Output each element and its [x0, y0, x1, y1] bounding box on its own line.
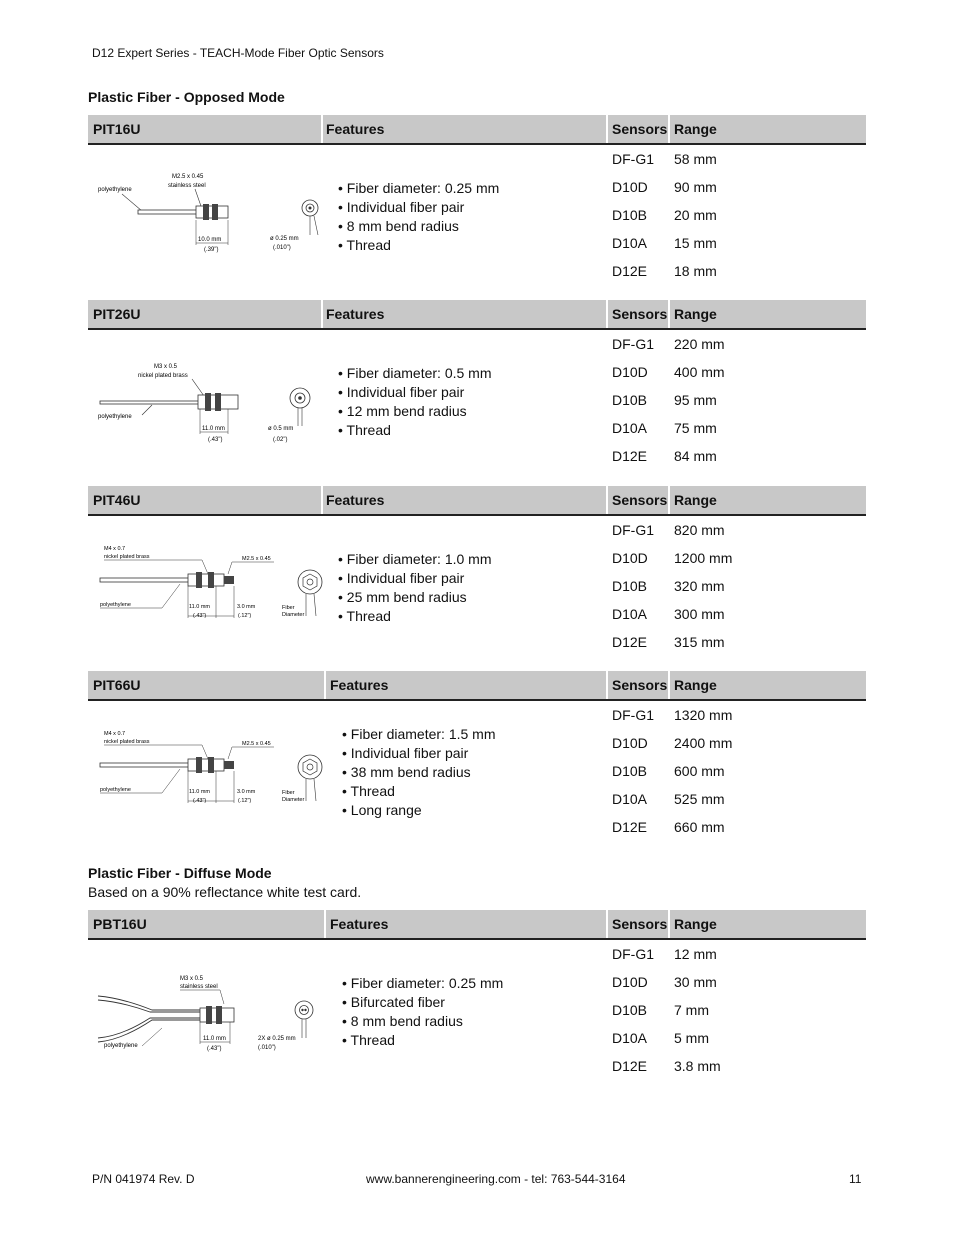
sensors-heading: Sensors	[612, 916, 668, 932]
sensor-range: 1200 mm	[674, 550, 733, 566]
sensor-range: 2400 mm	[674, 735, 733, 751]
feature-item: • Thread	[338, 421, 492, 440]
fiber-diagram-pit16u	[92, 163, 324, 263]
sensors-heading: Sensors	[612, 306, 668, 322]
feature-item: • Individual fiber pair	[342, 744, 496, 763]
feature-item: • Fiber diameter: 0.25 mm	[342, 974, 503, 993]
range-heading: Range	[674, 492, 717, 508]
sensor-range: 5 mm	[674, 1030, 709, 1046]
thread-label: M3 x 0.5	[180, 976, 204, 982]
sensor-range: 30 mm	[674, 974, 717, 990]
sensor-range: 84 mm	[674, 448, 717, 464]
features-list	[342, 974, 503, 1050]
page-number: 11	[849, 1172, 862, 1186]
diameter-mm-label: ø 0.5 mm	[268, 426, 294, 432]
features-heading: Features	[326, 492, 385, 508]
column-divider	[668, 115, 670, 143]
thread-label: M4 x 0.7	[104, 731, 126, 737]
tip-in-label: (.12")	[238, 798, 252, 804]
features-list	[342, 725, 496, 820]
product-table-pbt16u	[88, 910, 866, 1090]
sensor-name: D10A	[612, 606, 648, 622]
sensor-row	[612, 735, 852, 763]
section-title-opposed: Plastic Fiber - Opposed Mode	[88, 89, 285, 105]
feature-item: • Fiber diameter: 1.5 mm	[342, 725, 496, 744]
sensor-row	[612, 448, 852, 476]
column-divider	[606, 671, 608, 699]
sensor-range: 600 mm	[674, 763, 725, 779]
sensor-row	[612, 974, 852, 1002]
fiber-label: Fiber	[282, 605, 295, 611]
section-title-diffuse: Plastic Fiber - Diffuse Mode	[88, 865, 272, 881]
feature-item: • Individual fiber pair	[338, 383, 492, 402]
model-name: PIT16U	[93, 121, 141, 137]
sensor-range: 400 mm	[674, 364, 725, 380]
thread-label: M4 x 0.7	[104, 546, 126, 552]
sensor-range: 90 mm	[674, 179, 717, 195]
sensor-range: 660 mm	[674, 819, 725, 835]
jacket-label: polyethylene	[98, 187, 132, 193]
section-note: Based on a 90% reflectance white test card.	[88, 884, 362, 900]
table-header	[88, 486, 866, 516]
features-list	[338, 179, 499, 255]
sensor-row	[612, 578, 852, 606]
product-table-pit46u	[88, 486, 866, 666]
thread-label: M3 x 0.5	[154, 364, 178, 370]
diameter-in-label: (.010")	[273, 245, 291, 251]
sensor-row	[612, 336, 852, 364]
length-in-label: (.43")	[193, 798, 207, 804]
sensors-heading: Sensors	[612, 677, 668, 693]
range-heading: Range	[674, 677, 717, 693]
tip-mm-label: 3.0 mm	[237, 789, 256, 795]
column-divider	[606, 486, 608, 514]
product-table-pit66u	[88, 671, 866, 851]
sensor-name: D12E	[612, 448, 648, 464]
feature-item: • Individual fiber pair	[338, 569, 492, 588]
sensor-range: 1320 mm	[674, 707, 733, 723]
column-divider	[668, 486, 670, 514]
sensor-name: D10B	[612, 1002, 648, 1018]
material-label: nickel plated brass	[104, 554, 150, 560]
length-mm-label: 11.0 mm	[189, 789, 210, 795]
material-label: nickel plated brass	[104, 739, 150, 745]
feature-item: • 8 mm bend radius	[338, 217, 499, 236]
sensor-range: 820 mm	[674, 522, 725, 538]
sensor-row	[612, 819, 852, 847]
table-header	[88, 671, 866, 701]
fiber-diagram-pit66u	[92, 719, 324, 819]
sensor-row	[612, 179, 852, 207]
sensor-row	[612, 634, 852, 662]
sensor-range: 3.8 mm	[674, 1058, 721, 1074]
sensor-row	[612, 263, 852, 291]
sensor-name: D10D	[612, 550, 648, 566]
sensor-name: D12E	[612, 263, 648, 279]
sensor-range: 95 mm	[674, 392, 717, 408]
jacket-label: polyethylene	[98, 414, 132, 420]
sensor-row	[612, 392, 852, 420]
sensor-range: 315 mm	[674, 634, 725, 650]
material-label: stainless steel	[168, 183, 206, 189]
features-heading: Features	[330, 677, 389, 693]
sensor-name: D10B	[612, 763, 648, 779]
model-name: PIT66U	[93, 677, 141, 693]
sensor-range: 7 mm	[674, 1002, 709, 1018]
feature-item: • Thread	[342, 782, 496, 801]
sensor-row	[612, 763, 852, 791]
sensor-row	[612, 791, 852, 819]
column-divider	[324, 671, 326, 699]
sensor-name: D10D	[612, 179, 648, 195]
column-divider	[324, 910, 326, 938]
length-mm-label: 11.0 mm	[189, 604, 210, 610]
sensor-range: 58 mm	[674, 151, 717, 167]
sensor-row	[612, 1030, 852, 1058]
length-in-label: (.43")	[207, 1046, 222, 1052]
table-header	[88, 115, 866, 145]
thread-label: M2.5 x 0.45	[172, 174, 204, 180]
material-label: stainless steel	[180, 984, 218, 990]
diameter-label: Diameter	[282, 612, 305, 618]
sensors-heading: Sensors	[612, 121, 668, 137]
sensor-row	[612, 946, 852, 974]
sensor-range: 75 mm	[674, 420, 717, 436]
column-divider	[668, 910, 670, 938]
footer-part-number: P/N 041974 Rev. D	[92, 1172, 195, 1186]
range-heading: Range	[674, 306, 717, 322]
length-mm-label: 11.0 mm	[203, 1036, 226, 1042]
sensor-name: DF-G1	[612, 707, 654, 723]
column-divider	[606, 115, 608, 143]
feature-item: • Fiber diameter: 1.0 mm	[338, 550, 492, 569]
sensors-heading: Sensors	[612, 492, 668, 508]
length-mm-label: 11.0 mm	[202, 426, 225, 432]
model-name: PIT26U	[93, 306, 141, 322]
feature-item: • Fiber diameter: 0.5 mm	[338, 364, 492, 383]
column-divider	[606, 910, 608, 938]
length-in-label: (.39")	[204, 247, 219, 253]
range-heading: Range	[674, 916, 717, 932]
fiber-label: Fiber	[282, 790, 295, 796]
footer-contact: www.bannerengineering.com - tel: 763-544-3164	[366, 1172, 626, 1186]
sensor-name: D12E	[612, 634, 648, 650]
sensor-range: 18 mm	[674, 263, 717, 279]
column-divider	[321, 486, 323, 514]
features-list	[338, 550, 492, 626]
thread2-label: M2.5 x 0.45	[242, 741, 271, 747]
diameter-in-label: (.010")	[258, 1045, 276, 1051]
length-mm-label: 10.0 mm	[198, 237, 222, 243]
column-divider	[668, 671, 670, 699]
feature-item: • Thread	[342, 1031, 503, 1050]
feature-item: • 8 mm bend radius	[342, 1012, 503, 1031]
feature-item: • 12 mm bend radius	[338, 402, 492, 421]
feature-item: • 38 mm bend radius	[342, 763, 496, 782]
diameter-in-label: (.02")	[273, 437, 288, 443]
sensor-range: 320 mm	[674, 578, 725, 594]
sensor-name: D10B	[612, 207, 648, 223]
table-header	[88, 300, 866, 330]
sensor-name: D10D	[612, 364, 648, 380]
features-heading: Features	[326, 306, 385, 322]
sensor-row	[612, 1058, 852, 1086]
features-heading: Features	[330, 916, 389, 932]
sensor-range: 220 mm	[674, 336, 725, 352]
sensor-row	[612, 151, 852, 179]
feature-item: • Thread	[338, 236, 499, 255]
jacket-label: polyethylene	[100, 787, 131, 793]
sensor-range: 300 mm	[674, 606, 725, 622]
fiber-diagram-pit46u	[92, 534, 324, 634]
column-divider	[321, 115, 323, 143]
feature-item: • Long range	[342, 801, 496, 820]
model-name: PIT46U	[93, 492, 141, 508]
tip-in-label: (.12")	[238, 613, 252, 619]
fiber-diagram-pit26u	[92, 348, 324, 448]
sensor-row	[612, 1002, 852, 1030]
material-label: nickel plated brass	[138, 373, 188, 379]
sensor-range: 20 mm	[674, 207, 717, 223]
sensor-range: 12 mm	[674, 946, 717, 962]
features-list	[338, 364, 492, 440]
sensor-row	[612, 207, 852, 235]
model-name: PBT16U	[93, 916, 147, 932]
feature-item: • Individual fiber pair	[338, 198, 499, 217]
sensor-name: D12E	[612, 819, 648, 835]
sensor-row	[612, 707, 852, 735]
column-divider	[606, 300, 608, 328]
features-heading: Features	[326, 121, 385, 137]
sensor-name: D10A	[612, 1030, 648, 1046]
sensor-row	[612, 420, 852, 448]
feature-item: • Thread	[338, 607, 492, 626]
tip-mm-label: 3.0 mm	[237, 604, 256, 610]
sensor-name: DF-G1	[612, 336, 654, 352]
sensor-row	[612, 522, 852, 550]
sensor-name: DF-G1	[612, 151, 654, 167]
feature-item: • Fiber diameter: 0.25 mm	[338, 179, 499, 198]
length-in-label: (.43")	[193, 613, 207, 619]
product-table-pit16u	[88, 115, 866, 295]
sensor-range: 15 mm	[674, 235, 717, 251]
sensor-name: D10B	[612, 392, 648, 408]
fiber-diagram-pbt16u	[92, 958, 324, 1058]
jacket-label: polyethylene	[104, 1043, 138, 1049]
sensor-name: DF-G1	[612, 946, 654, 962]
document-header: D12 Expert Series - TEACH-Mode Fiber Optic Sensors	[92, 46, 384, 60]
diameter-mm-label: ø 0.25 mm	[270, 236, 299, 242]
thread2-label: M2.5 x 0.45	[242, 556, 271, 562]
table-header	[88, 910, 866, 940]
jacket-label: polyethylene	[100, 602, 131, 608]
length-in-label: (.43")	[208, 437, 223, 443]
column-divider	[321, 300, 323, 328]
sensor-name: DF-G1	[612, 522, 654, 538]
sensor-row	[612, 235, 852, 263]
column-divider	[668, 300, 670, 328]
feature-item: • 25 mm bend radius	[338, 588, 492, 607]
diameter-mm-label: 2X ø 0.25 mm	[258, 1036, 296, 1042]
sensor-name: D10A	[612, 420, 648, 436]
sensor-name: D10B	[612, 578, 648, 594]
product-table-pit26u	[88, 300, 866, 480]
sensor-name: D10D	[612, 974, 648, 990]
sensor-name: D10A	[612, 791, 648, 807]
range-heading: Range	[674, 121, 717, 137]
sensor-name: D12E	[612, 1058, 648, 1074]
sensor-name: D10A	[612, 235, 648, 251]
sensor-name: D10D	[612, 735, 648, 751]
sensor-row	[612, 550, 852, 578]
sensor-row	[612, 606, 852, 634]
sensor-range: 525 mm	[674, 791, 725, 807]
feature-item: • Bifurcated fiber	[342, 993, 503, 1012]
diameter-label: Diameter	[282, 797, 305, 803]
sensor-row	[612, 364, 852, 392]
